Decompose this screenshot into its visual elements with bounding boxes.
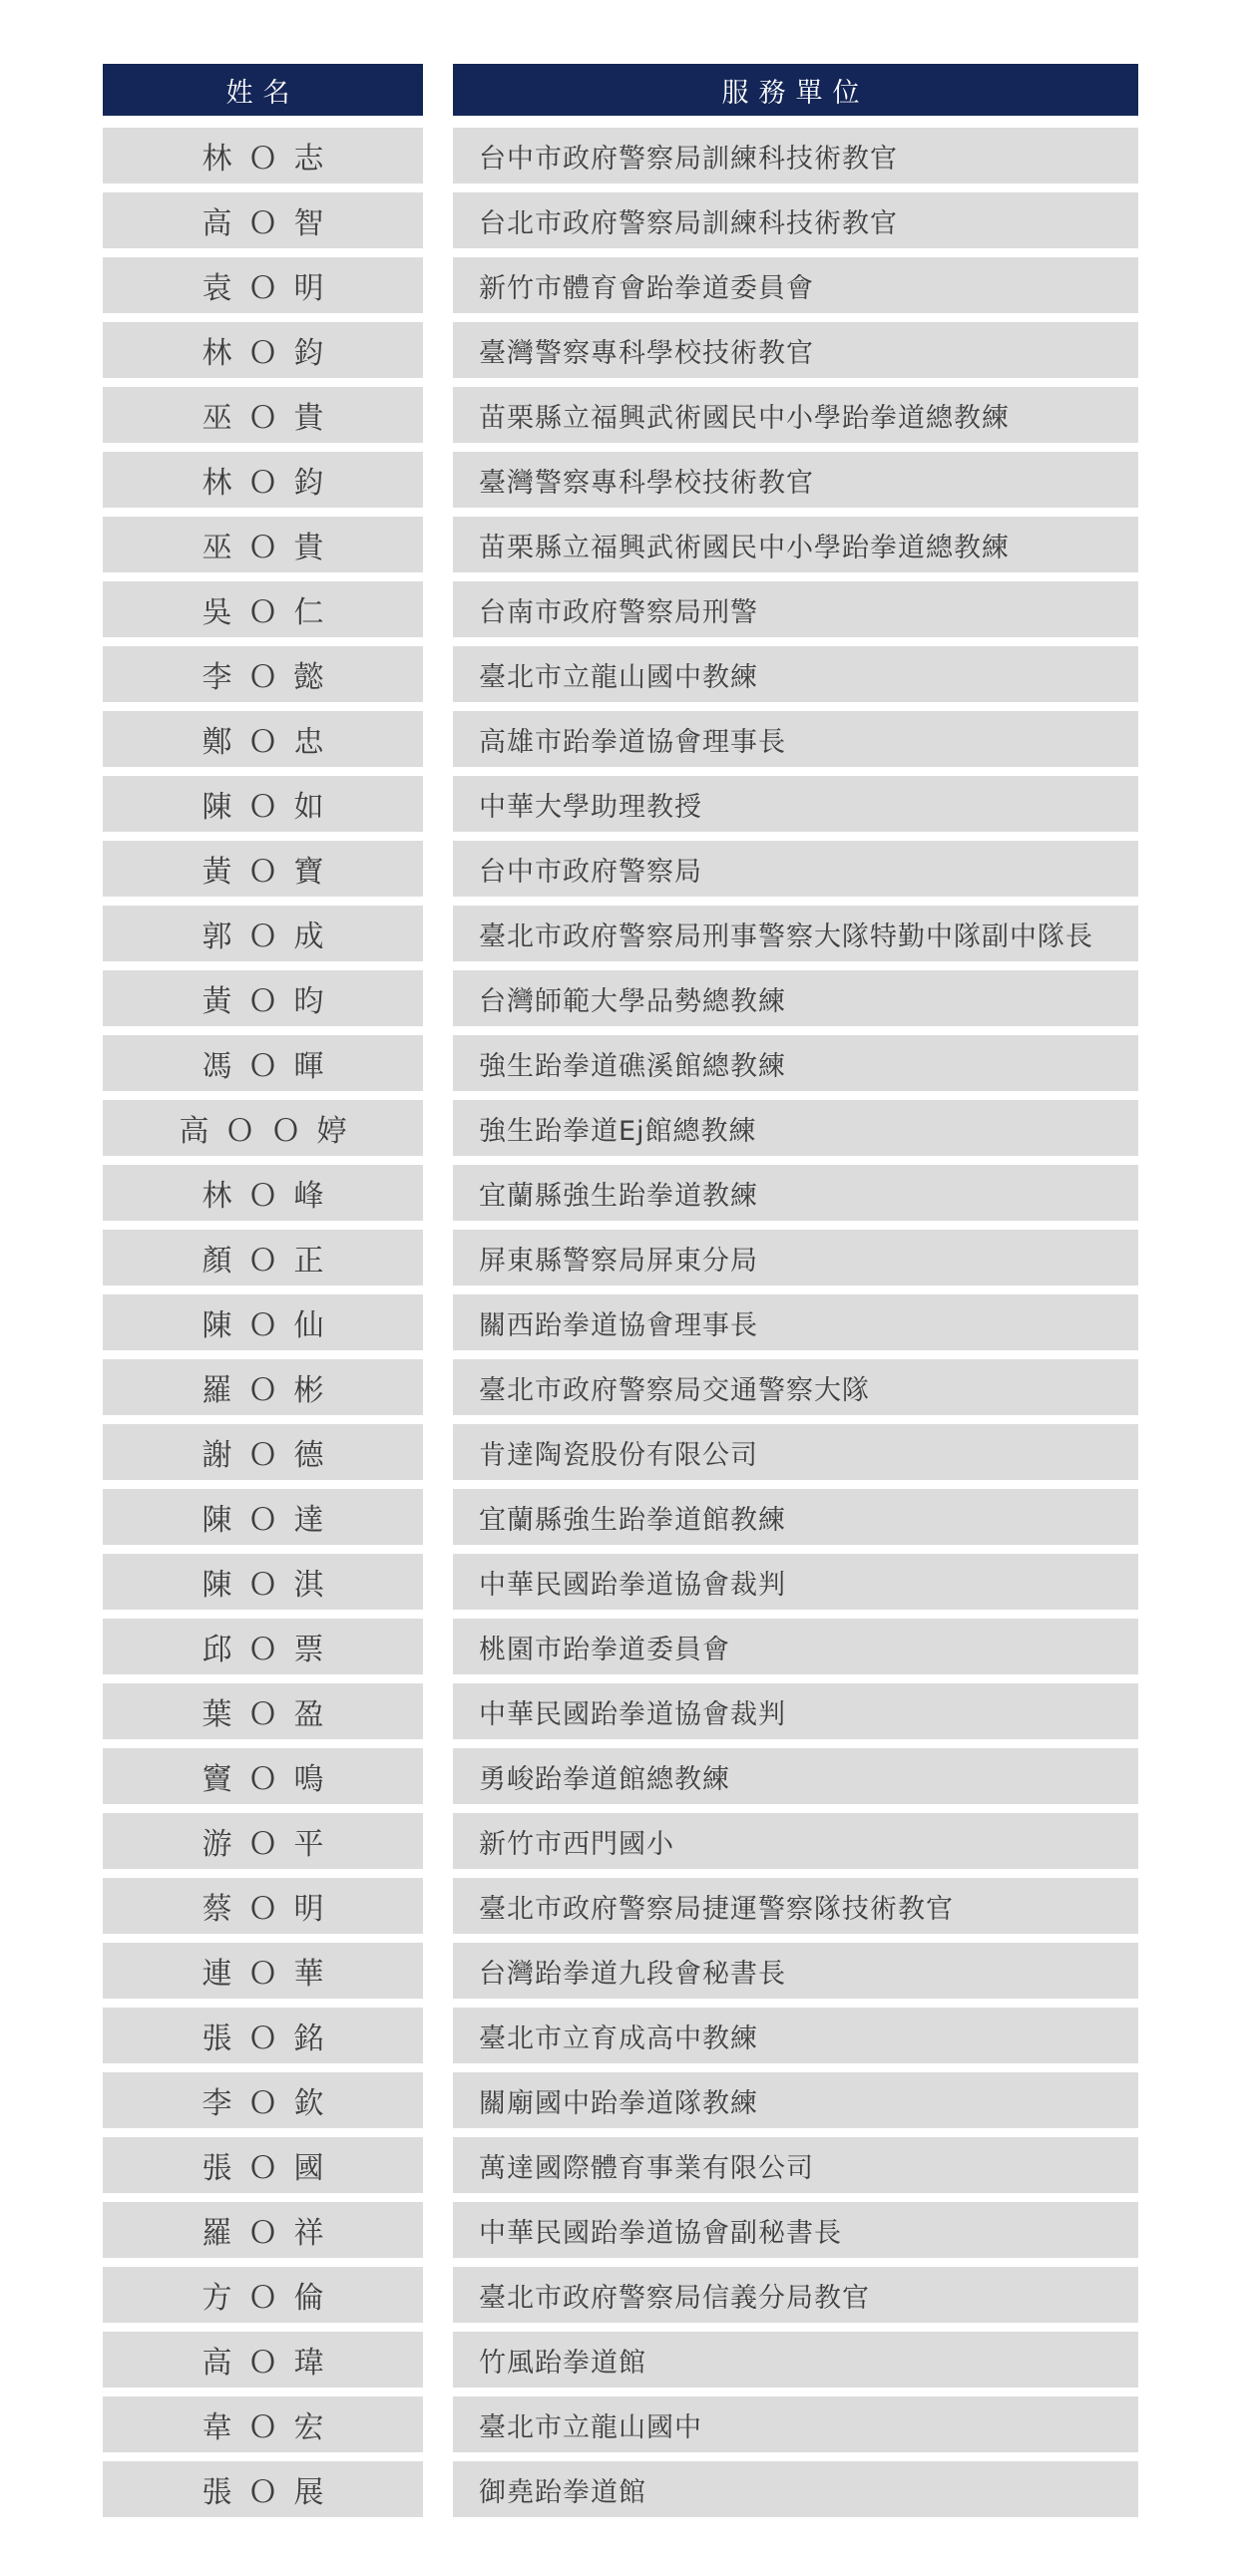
service-unit: 台南市政府警察局刑警 [453,581,1138,637]
service-unit: 台灣師範大學品勢總教練 [453,970,1138,1026]
person-name: 葉Ｏ盈 [103,1683,423,1739]
table-row [103,1554,1138,1610]
service-unit: 宜蘭縣強生跆拳道教練 [453,1165,1138,1221]
person-name: 張Ｏ展 [103,2461,423,2517]
table-row [103,2008,1138,2063]
service-unit: 台中市政府警察局 [453,841,1138,897]
table-row [103,128,1138,184]
person-name: 李Ｏ懿 [103,646,423,702]
person-name: 顏Ｏ正 [103,1230,423,1286]
table-row [103,517,1138,572]
table-row [103,1619,1138,1674]
table-row [103,257,1138,313]
service-unit: 臺北市政府警察局交通警察大隊 [453,1359,1138,1415]
service-unit: 關西跆拳道協會理事長 [453,1294,1138,1350]
person-name: 羅Ｏ彬 [103,1359,423,1415]
service-unit: 中華民國跆拳道協會裁判 [453,1554,1138,1610]
service-unit: 臺北市立龍山國中 [453,2396,1138,2452]
table-header [103,64,1138,116]
table-row [103,1100,1138,1156]
person-name: 陳Ｏ如 [103,776,423,832]
service-unit: 關廟國中跆拳道隊教練 [453,2072,1138,2128]
person-name: 林Ｏ鈞 [103,452,423,508]
person-name: 黃Ｏ昀 [103,970,423,1026]
service-unit: 中華大學助理教授 [453,776,1138,832]
service-unit: 臺北市政府警察局刑事警察大隊特勤中隊副中隊長 [453,906,1138,961]
person-name: 袁Ｏ明 [103,257,423,313]
table-row [103,1878,1138,1934]
person-name: 鄭Ｏ忠 [103,711,423,767]
table-row [103,711,1138,767]
table-row [103,1748,1138,1804]
table-row [103,646,1138,702]
service-unit: 高雄市跆拳道協會理事長 [453,711,1138,767]
service-unit: 新竹市西門國小 [453,1813,1138,1869]
person-name: 連Ｏ華 [103,1943,423,1999]
table-row [103,1943,1138,1999]
table-row [103,1424,1138,1480]
table-row [103,2461,1138,2517]
person-name: 游Ｏ平 [103,1813,423,1869]
service-unit: 屏東縣警察局屏東分局 [453,1230,1138,1286]
person-name: 高Ｏ智 [103,192,423,248]
person-name: 林Ｏ志 [103,128,423,184]
person-name: 郭Ｏ成 [103,906,423,961]
person-name: 方Ｏ倫 [103,2267,423,2323]
person-name: 馮Ｏ暉 [103,1035,423,1091]
header-unit: 服務單位 [453,64,1138,116]
table-row [103,1035,1138,1091]
person-name: 羅Ｏ祥 [103,2202,423,2258]
table-row [103,2332,1138,2388]
service-unit: 臺北市政府警察局捷運警察隊技術教官 [453,1878,1138,1934]
table-row [103,1813,1138,1869]
person-name: 李Ｏ欽 [103,2072,423,2128]
table-row [103,452,1138,508]
service-unit: 臺灣警察專科學校技術教官 [453,452,1138,508]
table-row [103,970,1138,1026]
service-unit: 台北市政府警察局訓練科技術教官 [453,192,1138,248]
service-unit: 中華民國跆拳道協會裁判 [453,1683,1138,1739]
service-unit: 台灣跆拳道九段會秘書長 [453,1943,1138,1999]
table-row [103,1489,1138,1545]
person-name: 韋Ｏ宏 [103,2396,423,2452]
table-row [103,906,1138,961]
table-row [103,1294,1138,1350]
table-row [103,776,1138,832]
table-row [103,2072,1138,2128]
table-body [103,128,1138,2517]
person-name: 張Ｏ國 [103,2137,423,2193]
service-unit: 臺灣警察專科學校技術教官 [453,322,1138,378]
person-name: 林Ｏ鈞 [103,322,423,378]
service-unit: 中華民國跆拳道協會副秘書長 [453,2202,1138,2258]
table-row [103,1359,1138,1415]
table-row [103,192,1138,248]
table-row [103,2267,1138,2323]
table-row [103,1165,1138,1221]
service-unit: 強生跆拳道礁溪館總教練 [453,1035,1138,1091]
table-row [103,841,1138,897]
person-name: 巫Ｏ貴 [103,517,423,572]
service-unit: 御堯跆拳道館 [453,2461,1138,2517]
person-name: 竇Ｏ鳴 [103,1748,423,1804]
person-name: 吳Ｏ仁 [103,581,423,637]
table-row [103,2202,1138,2258]
table-row [103,1230,1138,1286]
service-unit: 強生跆拳道Ej館總教練 [453,1100,1138,1156]
service-unit: 勇峻跆拳道館總教練 [453,1748,1138,1804]
table-row [103,387,1138,443]
person-name: 蔡Ｏ明 [103,1878,423,1934]
service-unit: 萬達國際體育事業有限公司 [453,2137,1138,2193]
person-name: 陳Ｏ達 [103,1489,423,1545]
person-name: 邱Ｏ票 [103,1619,423,1674]
service-unit: 竹風跆拳道館 [453,2332,1138,2388]
service-unit: 宜蘭縣強生跆拳道館教練 [453,1489,1138,1545]
service-unit: 苗栗縣立福興武術國民中小學跆拳道總教練 [453,517,1138,572]
instructor-table [103,64,1138,2526]
person-name: 謝Ｏ德 [103,1424,423,1480]
service-unit: 臺北市政府警察局信義分局教官 [453,2267,1138,2323]
service-unit: 臺北市立龍山國中教練 [453,646,1138,702]
service-unit: 臺北市立育成高中教練 [453,2008,1138,2063]
person-name: 陳Ｏ仙 [103,1294,423,1350]
service-unit: 桃園市跆拳道委員會 [453,1619,1138,1674]
table-row [103,1683,1138,1739]
service-unit: 肯達陶瓷股份有限公司 [453,1424,1138,1480]
header-name: 姓名 [103,64,423,116]
person-name: 高ＯＯ婷 [103,1100,423,1156]
table-row [103,2396,1138,2452]
person-name: 張Ｏ銘 [103,2008,423,2063]
person-name: 林Ｏ峰 [103,1165,423,1221]
service-unit: 苗栗縣立福興武術國民中小學跆拳道總教練 [453,387,1138,443]
table-row [103,2137,1138,2193]
service-unit: 新竹市體育會跆拳道委員會 [453,257,1138,313]
person-name: 陳Ｏ淇 [103,1554,423,1610]
service-unit: 台中市政府警察局訓練科技術教官 [453,128,1138,184]
person-name: 黃Ｏ寶 [103,841,423,897]
person-name: 巫Ｏ貴 [103,387,423,443]
table-row [103,581,1138,637]
table-row [103,322,1138,378]
person-name: 高Ｏ瑋 [103,2332,423,2388]
